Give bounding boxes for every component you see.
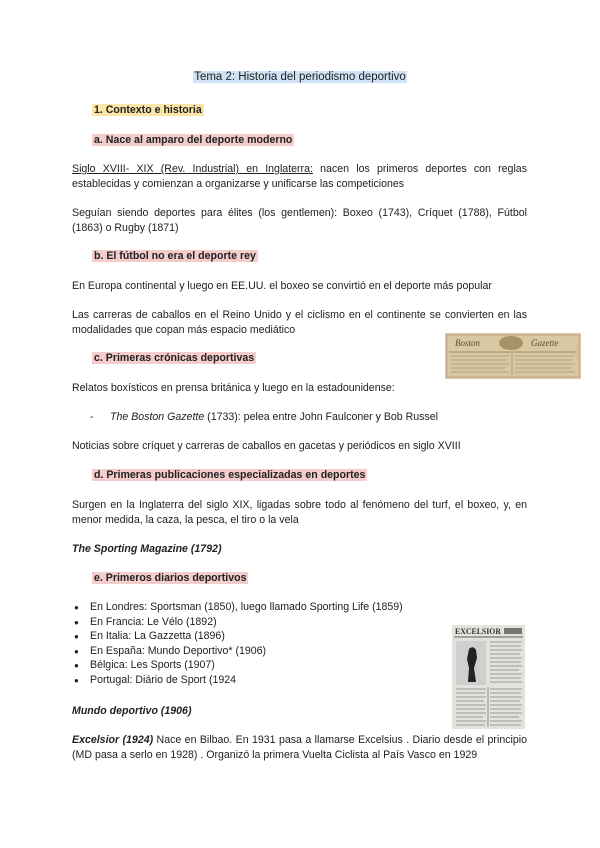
mundo-deportivo-line: Mundo deportivo (1906): [72, 705, 192, 717]
section-heading-c: c. Primeras crónicas deportivas: [94, 352, 255, 364]
gazette-masthead-left: Boston: [455, 338, 481, 348]
paragraph-horse-racing: Las carreras de caballos en el Reino Unido y el ciclismo en el continente se convierten en las modalidades que copan más espacio mediático: [72, 309, 527, 336]
daily-newspapers-list: [72, 600, 403, 687]
paragraph-boxing: En Europa continental y luego en EE.UU. el boxeo se convirtió en el deporte más popular: [72, 280, 492, 292]
newspaper-excelsior-icon: [452, 625, 525, 729]
newspaper-gazette-icon: [445, 333, 581, 379]
list-item: ● En Italia: La Gazzetta (1896): [72, 629, 403, 644]
page-title: [0, 70, 600, 85]
paragraph-boxing-accounts: Relatos boxísticos en prensa británica y luego en la estadounidense:: [72, 382, 395, 394]
gazette-masthead-right: Gazette: [531, 338, 559, 348]
boston-gazette-image: [445, 333, 581, 379]
excelsior-newspaper-image: [452, 625, 525, 729]
section-heading-a: a. Nace al amparo del deporte moderno: [94, 134, 293, 146]
paragraph-cricket-news: Noticias sobre críquet y carreras de caballos en gacetas y periódicos en siglo XVIII: [72, 440, 461, 452]
paragraph-specialized-publications: Surgen en la Inglaterra del siglo XIX, ligadas sobre todo al fenómeno del turf, el boxeo, y, en menor medida, la caza, la pesca, el tiro o la vela: [72, 499, 527, 526]
section-heading-b: b. El fútbol no era el deporte rey: [94, 250, 256, 262]
list-item: ● Bélgica: Les Sports (1907): [72, 658, 403, 673]
paragraph-industrial-revolution: Siglo XVIII- XIX (Rev. Industrial) en Inglaterra: nacen los primeros deportes con reglas establecidas y comienzan a organizarse y unificarse las competiciones: [72, 163, 527, 190]
paragraph-excelsior: Excelsior (1924) Nace en Bilbao. En 1931 pasa a llamarse Excelsius . Diario desde el principio (MD pasa a serlo en 1928) . Organizó la primera Vuelta Ciclista al País Vasco en 1929: [72, 734, 527, 761]
underlined-phrase: Siglo XVIII- XIX (Rev. Industrial) en Inglaterra:: [72, 163, 313, 175]
list-item: ● En España: Mundo Deportivo* (1906): [72, 644, 403, 659]
list-item: ● En Londres: Sportsman (1850), luego llamado Sporting Life (1859): [72, 600, 403, 615]
section-heading-d: d. Primeras publicaciones especializadas en deportes: [94, 469, 366, 481]
paragraph-elite-sports: Seguían siendo deportes para élites (los gentlemen): Boxeo (1743), Críquet (1788), Fútbol (1863) o Rugby (1871): [72, 207, 527, 234]
list-item: ● Portugal: Diário de Sport (1924: [72, 673, 403, 688]
excelsior-masthead: EXCELSIOR: [455, 627, 502, 636]
list-item: ● En Francia: Le Vélo (1892): [72, 615, 403, 630]
section-heading-e: e. Primeros diarios deportivos: [94, 572, 247, 584]
boston-gazette-title: The Boston Gazette: [110, 411, 205, 423]
section-heading-1: 1. Contexto e historia: [94, 104, 202, 116]
page-title-text: Tema 2: Historia del periodismo deportivo: [194, 71, 406, 83]
sporting-magazine-line: The Sporting Magazine (1792): [72, 543, 222, 555]
excelsior-title: Excelsior (1924): [72, 734, 154, 746]
